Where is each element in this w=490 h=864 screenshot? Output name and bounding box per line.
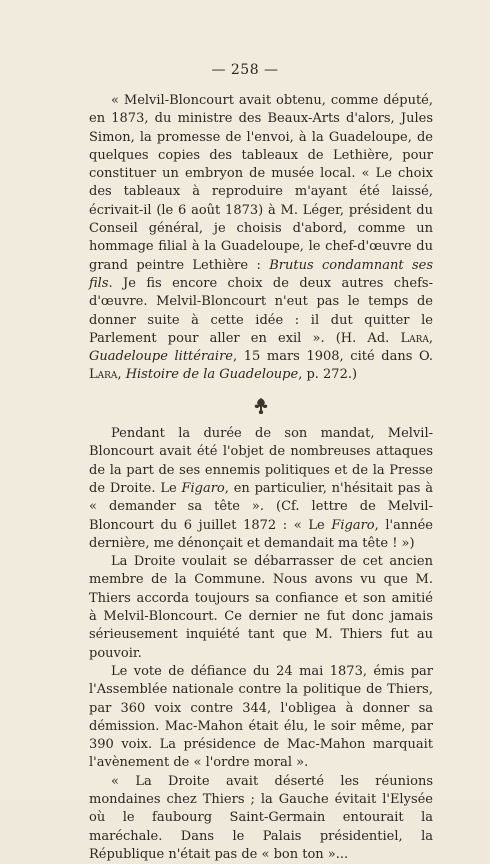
paragraph-reunions: « La Droite avait déserté les réunions mondaines chez Thiers ; la Gauche évitait l'Elysée où le faubourg Saint-Germain entourait la maréchale. Dans le Palais présidentiel, la République n'était pas de « bon ton »... — [89, 773, 433, 862]
italic-title: Histoire de la Guadeloupe — [125, 367, 299, 383]
text-run: . Je fis encore choix de deux autres chefs-d'œuvre. Melvil-Bloncourt n'eut pas le temps de donner suite à cette idée : il dut quitter le Parlement pour aller en exil ». (H. Ad. — [89, 275, 433, 346]
text-run: , l'année dernière, me dénonçait et demandait ma tête ! ») — [89, 517, 433, 551]
text-run: , — [117, 367, 126, 383]
author-name: Lara — [400, 330, 429, 346]
author-name: Lara — [89, 367, 118, 383]
paragraph-quote-lara — [89, 92, 433, 385]
italic-title: Figaro — [181, 480, 225, 496]
italic-title: Guadeloupe littéraire — [89, 349, 233, 365]
text-run: , en particulier, n'hésitait pas à « demander sa tête ». (Cf. lettre de Melvil-Bloncourt du 6 juillet 1872 : « Le — [89, 480, 433, 533]
text-run: « Melvil-Bloncourt avait obtenu, comme député, en 1873, du ministre des Beaux-Arts d'alors, Jules Simon, la promesse de l'envoi, à la Guadeloupe, de quelques copies des tableaux de Lethière, pour constituer un embryon de musée local. « Le choix des tableaux à reproduire m'ayant été laissé, écrivait-il (le 6 août 1873) à M. Léger, président du Conseil général, je choisis d'abord, comme un hommage filial à la Guadeloupe, le chef-d'œuvre du grand peintre Lethière : — [89, 93, 433, 273]
text-run: Pendant la durée de son mandat, Melvil-Bloncourt avait été l'objet de nombreuses attaques de la part de ses ennemis politiques et de la Presse de Droite. Le — [89, 426, 433, 496]
text-run: , — [428, 330, 433, 346]
page-number: — 258 — — [211, 62, 279, 78]
text-run: , p. 272.) — [298, 367, 358, 383]
fleuron-ornament-icon — [89, 397, 433, 415]
italic-title: Brutus condamnant ses fils — [89, 257, 434, 291]
paragraph-droite: La Droite voulait se débarrasser de cet ancien membre de la Commune. Nous avons vu que M. Thiers accorda toujours sa confiance et son amitié à Melvil-Bloncourt. Ce dernier ne fut donc jamais sérieusement inquiété tant que M. Thiers fut au pouvoir. — [89, 554, 433, 661]
paragraph-vote: Le vote de défiance du 24 mai 1873, émis par l'Assemblée nationale contre la politique de Thiers, par 360 voix contre 344, l'obligea à donner sa démission. Mac-Mahon était élu, le soir même, par 390 voix. La présidence de Mac-Mahon marquait l'avènement de « l'ordre moral ». — [89, 663, 433, 771]
paragraph-attacks — [89, 425, 433, 553]
body-text — [89, 92, 433, 864]
italic-title: Figaro — [331, 517, 375, 533]
text-run: , 15 mars 1908, cité dans O. — [233, 349, 434, 365]
